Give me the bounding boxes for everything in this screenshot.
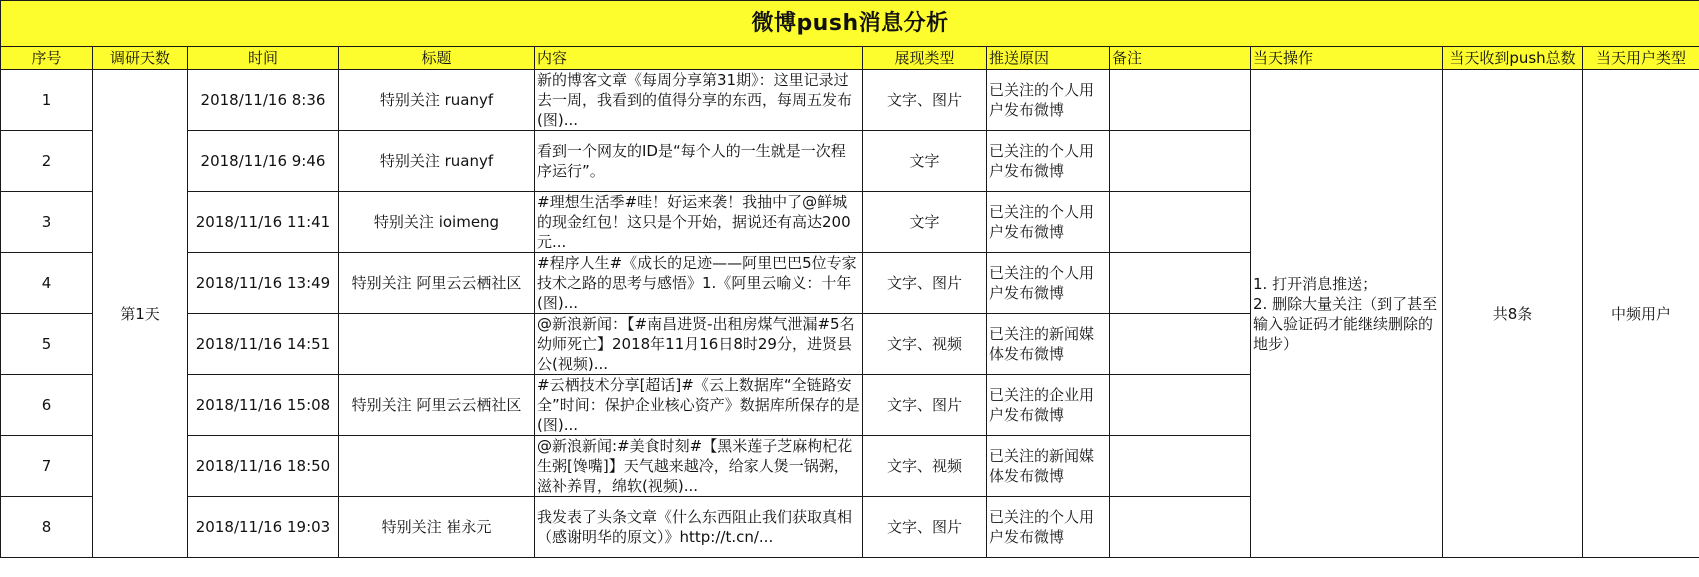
cell-content[interactable]: @新浪新闻：【#南昌进贤-出租房煤气泄漏#5名幼师死亡】2018年11月16日8时29分，进贤县公(视频)... xyxy=(535,314,863,375)
cell-subject[interactable]: 特别关注 阿里云云栖社区 xyxy=(339,253,535,314)
cell-content[interactable]: 新的博客文章《每周分享第31期》：这里记录过去一周，我看到的值得分享的东西，每周五发布(图)... xyxy=(535,70,863,131)
header-reason[interactable]: 推送原因 xyxy=(987,47,1110,70)
header-total[interactable]: 当天收到push总数 xyxy=(1443,47,1583,70)
cell-content[interactable]: #云栖技术分享[超话]#《云上数据库“全链路安全”时间：保护企业核心资产》数据库所保存的是(图)... xyxy=(535,375,863,436)
cell-subject[interactable]: 特别关注 阿里云云栖社区 xyxy=(339,375,535,436)
cell-subject[interactable]: 特别关注 ioimeng xyxy=(339,192,535,253)
cell-content[interactable]: #程序人生#《成长的足迹——阿里巴巴5位专家技术之路的思考与感悟》1.《阿里云喻义：十年(图)... xyxy=(535,253,863,314)
cell-operation[interactable] xyxy=(1251,70,1443,558)
cell-note[interactable] xyxy=(1110,253,1251,314)
cell-reason[interactable]: 已关注的企业用户发布微博 xyxy=(987,375,1110,436)
cell-note[interactable] xyxy=(1110,70,1251,131)
cell-time[interactable]: 2018/11/16 14:51 xyxy=(188,314,339,375)
cell-reason[interactable]: 已关注的新闻媒体发布微博 xyxy=(987,436,1110,497)
cell-display-type[interactable]: 文字、图片 xyxy=(863,375,987,436)
cell-display-type[interactable]: 文字、图片 xyxy=(863,70,987,131)
cell-subject[interactable] xyxy=(339,314,535,375)
header-day[interactable]: 调研天数 xyxy=(93,47,188,70)
header-seq[interactable]: 序号 xyxy=(1,47,93,70)
cell-reason[interactable]: 已关注的个人用户发布微博 xyxy=(987,70,1110,131)
cell-time[interactable]: 2018/11/16 11:41 xyxy=(188,192,339,253)
title-row xyxy=(1,1,1699,47)
cell-time[interactable]: 2018/11/16 19:03 xyxy=(188,497,339,558)
cell-display-type[interactable]: 文字、视频 xyxy=(863,436,987,497)
cell-note[interactable] xyxy=(1110,497,1251,558)
table-row xyxy=(1,70,1699,131)
cell-content[interactable]: #理想生活季#哇！好运来袭！我抽中了@鲜城的现金红包！这只是个开始，据说还有高达200元... xyxy=(535,192,863,253)
cell-seq[interactable]: 6 xyxy=(1,375,93,436)
cell-seq[interactable]: 2 xyxy=(1,131,93,192)
cell-time[interactable]: 2018/11/16 18:50 xyxy=(188,436,339,497)
operation-text: 1. 打开消息推送； 2. 删除大量关注（到了甚至输入验证码才能继续删除的地步） xyxy=(1253,274,1438,353)
header-note[interactable]: 备注 xyxy=(1110,47,1251,70)
header-display-type[interactable]: 展现类型 xyxy=(863,47,987,70)
cell-time[interactable]: 2018/11/16 8:36 xyxy=(188,70,339,131)
header-content[interactable]: 内容 xyxy=(535,47,863,70)
cell-display-type[interactable]: 文字、图片 xyxy=(863,253,987,314)
cell-time[interactable]: 2018/11/16 15:08 xyxy=(188,375,339,436)
cell-display-type[interactable]: 文字、视频 xyxy=(863,314,987,375)
cell-subject[interactable] xyxy=(339,436,535,497)
sheet-title[interactable]: 微博push消息分析 xyxy=(1,1,1699,47)
cell-note[interactable] xyxy=(1110,192,1251,253)
cell-reason[interactable]: 已关注的个人用户发布微博 xyxy=(987,497,1110,558)
cell-seq[interactable]: 4 xyxy=(1,253,93,314)
cell-reason[interactable]: 已关注的新闻媒体发布微博 xyxy=(987,314,1110,375)
cell-seq[interactable]: 3 xyxy=(1,192,93,253)
cell-user-type[interactable]: 中频用户 xyxy=(1583,70,1699,558)
header-row xyxy=(1,47,1699,70)
cell-reason[interactable]: 已关注的个人用户发布微博 xyxy=(987,131,1110,192)
cell-seq[interactable]: 8 xyxy=(1,497,93,558)
cell-note[interactable] xyxy=(1110,314,1251,375)
cell-reason[interactable]: 已关注的个人用户发布微博 xyxy=(987,192,1110,253)
cell-note[interactable] xyxy=(1110,131,1251,192)
header-subject[interactable]: 标题 xyxy=(339,47,535,70)
cell-day[interactable]: 第1天 xyxy=(93,70,188,558)
cell-display-type[interactable]: 文字、图片 xyxy=(863,497,987,558)
header-time[interactable]: 时间 xyxy=(188,47,339,70)
cell-subject[interactable]: 特别关注 ruanyf xyxy=(339,131,535,192)
cell-display-type[interactable]: 文字 xyxy=(863,131,987,192)
cell-content[interactable]: 看到一个网友的ID是“每个人的一生就是一次程序运行”。 xyxy=(535,131,863,192)
cell-display-type[interactable]: 文字 xyxy=(863,192,987,253)
cell-subject[interactable]: 特别关注 ruanyf xyxy=(339,70,535,131)
cell-total[interactable]: 共8条 xyxy=(1443,70,1583,558)
header-user-type[interactable]: 当天用户类型 xyxy=(1583,47,1699,70)
cell-seq[interactable]: 5 xyxy=(1,314,93,375)
cell-note[interactable] xyxy=(1110,375,1251,436)
cell-subject[interactable]: 特别关注 崔永元 xyxy=(339,497,535,558)
cell-reason[interactable]: 已关注的个人用户发布微博 xyxy=(987,253,1110,314)
cell-content[interactable]: @新浪新闻:#美食时刻#【黑米莲子芝麻枸杞花生粥[馋嘴]】天气越来越冷，给家人煲一锅粥，滋补养胃，绵软(视频)... xyxy=(535,436,863,497)
cell-time[interactable]: 2018/11/16 13:49 xyxy=(188,253,339,314)
cell-note[interactable] xyxy=(1110,436,1251,497)
cell-content[interactable]: 我发表了头条文章《什么东西阻止我们获取真相（感谢明华的原文）》http://t.cn/... xyxy=(535,497,863,558)
header-operation[interactable]: 当天操作 xyxy=(1251,47,1443,70)
cell-seq[interactable]: 1 xyxy=(1,70,93,131)
cell-time[interactable]: 2018/11/16 9:46 xyxy=(188,131,339,192)
cell-seq[interactable]: 7 xyxy=(1,436,93,497)
